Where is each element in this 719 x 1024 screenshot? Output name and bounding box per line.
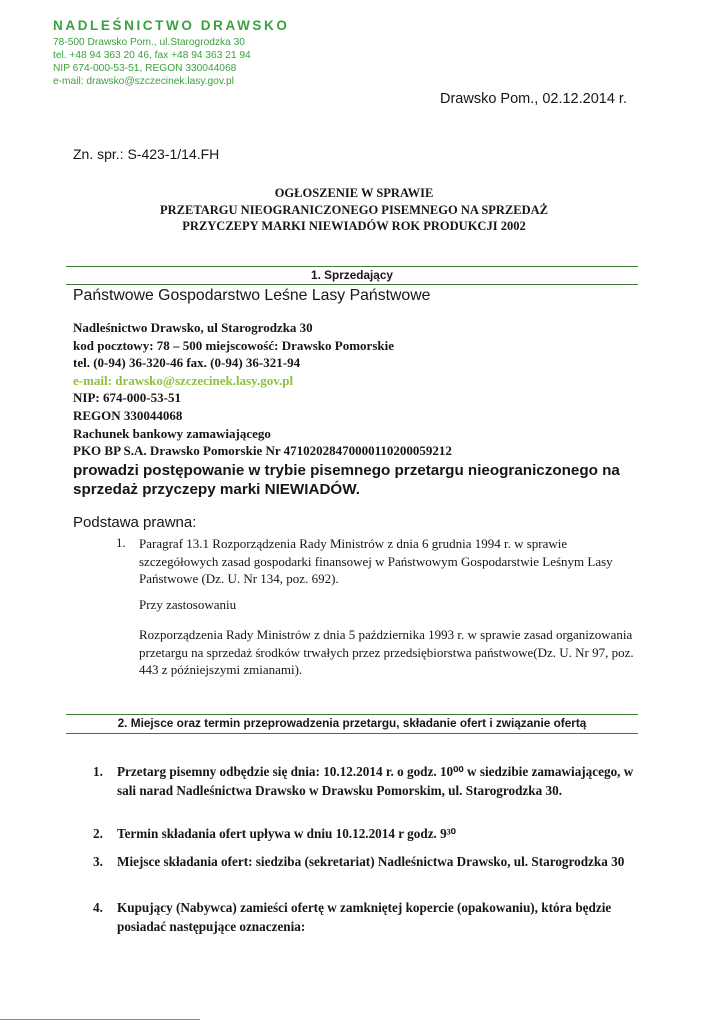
letterhead-stamp (53, 18, 290, 88)
document-title (72, 185, 636, 235)
seller-postcode: kod pocztowy: 78 – 500 miejscowość: Drawsko Pomorskie (73, 337, 394, 353)
applying-regulation: Rozporządzenia Rady Ministrów z dnia 5 października 1993 r. w sprawie zasad organizowania przetargu na sprzedaż środków trwałych przez przedsiębiorstwa państwowe(Dz. U. Nr 97, poz. 443 z późniejszymi zmianami). (139, 627, 634, 677)
legal-basis-text: Paragraf 13.1 Rozporządzenia Rady Ministrów z dnia 6 grudnia 1994 r. w sprawie szczegółowych zasad gospodarki finansowej w Państwowym Gospodarstwie Leśnym Lasy Państwowe (Dz. U. Nr 134, poz. 692). (139, 536, 613, 586)
seller-phone-fax: tel. (0-94) 36-320-46 fax. (0-94) 36-321-94 (73, 355, 301, 371)
bank-account-label: Rachunek bankowy zamawiającego (73, 425, 271, 441)
list-item-text: Kupujący (Nabywca) zamieści ofertę w zamkniętej kopercie (opakowaniu), która będzie posiadać następujące oznaczenia: (117, 900, 612, 934)
case-number: Zn. spr.: S-423-1/14.FH (73, 146, 220, 162)
seller-email: e-mail: drawsko@szczecinek.lasy.gov.pl (73, 372, 294, 388)
section-divider (66, 284, 638, 285)
legal-basis-number: 1. (116, 535, 126, 550)
list-item-number: 4. (93, 900, 103, 915)
stamp-nip-regon: NIP 674-000-53-51, REGON 330044068 (53, 63, 237, 74)
seller-address: Nadleśnictwo Drawsko, ul Starogrodzka 30 (73, 320, 313, 335)
footer-divider (0, 1019, 200, 1020)
list-item-text: Przetarg pisemny odbędzie się dnia: 10.12.2014 r. o godz. 10⁰⁰ w siedzibie zamawiającego, w sali narad Nadleśnictwa Drawsko w Drawsku Pomorskim, ul. Starogrodzka 30. (117, 764, 634, 798)
seller-regon: REGON 330044068 (73, 407, 183, 423)
title-line: OGŁOSZENIE W SPRAWIE (274, 186, 434, 200)
section-divider (66, 714, 638, 715)
list-item-text: Miejsce składania ofert: siedziba (sekretariat) Nadleśnictwa Drawsko, ul. Starogrodzka 30 (117, 854, 625, 869)
stamp-phone: tel. +48 94 363 20 46, fax +48 94 363 21 94 (53, 50, 251, 61)
list-item-number: 2. (93, 826, 103, 841)
seller-nip: NIP: 674-000-53-51 (73, 390, 181, 406)
stamp-email: e-mail: drawsko@szczecinek.lasy.gov.pl (53, 76, 234, 87)
section-divider (66, 733, 638, 734)
section-1-heading: 1. Sprzedający (311, 268, 393, 282)
list-item-number: 1. (93, 764, 103, 779)
list-item-text: Termin składania ofert upływa w dniu 10.12.2014 r godz. 9³⁰ (117, 826, 456, 841)
stamp-title: NADLEŚNICTWO DRAWSKO (53, 18, 290, 33)
legal-basis-heading: Podstawa prawna: (73, 514, 197, 531)
section-divider (66, 266, 638, 267)
stamp-address: 78-500 Drawsko Pom., ul.Starogrodzka 30 (53, 37, 245, 48)
seller-info (73, 319, 452, 460)
seller-name: Państwowe Gospodarstwo Leśne Lasy Państwowe (73, 287, 431, 304)
bank-account-number: PKO BP S.A. Drawsko Pomorskie Nr 47102028470000110200059212 (73, 443, 452, 459)
list-item-number: 3. (93, 854, 103, 869)
procedure-statement: prowadzi postępowanie w trybie pisemnego przetargu nieograniczonego na sprzedaż przyczepy marki NIEWIADÓW. (73, 462, 620, 498)
applying-label: Przy zastosowaniu (139, 597, 237, 612)
place-date: Drawsko Pom., 02.12.2014 r. (440, 91, 627, 107)
title-line: PRZETARGU NIEOGRANICZONEGO PISEMNEGO NA SPRZEDAŻ (159, 202, 548, 217)
title-line: PRZYCZEPY MARKI NIEWIADÓW ROK PRODUKCJI 2002 (182, 219, 526, 233)
section-2-heading: 2. Miejsce oraz termin przeprowadzenia przetargu, składanie ofert i związanie ofertą (117, 716, 587, 730)
